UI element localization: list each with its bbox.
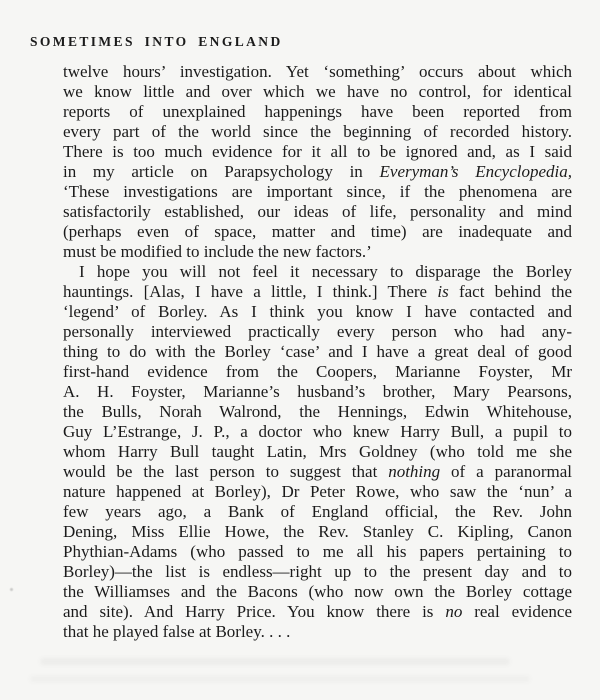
- text-line: that he played false at Borley. . . .: [63, 622, 291, 641]
- scan-artifact: [40, 658, 510, 665]
- text-line: ‘These investigations are important since, if the phenomena are: [63, 182, 572, 201]
- scan-speck: [10, 588, 13, 591]
- text-line: hauntings. [Alas, I have a little, I think.] There is fact behind the: [63, 282, 572, 301]
- text-line: I hope you will not feel it necessary to disparage the Borley: [79, 262, 572, 281]
- text-line: Guy L’Estrange, J. P., a doctor who knew Harry Bull, a pupil to: [63, 422, 572, 441]
- text-line: nature happened at Borley), Dr Peter Rowe, who saw the ‘nun’ a: [63, 482, 572, 501]
- text-line: twelve hours’ investigation. Yet ‘something’ occurs about which: [63, 62, 572, 81]
- text-line: would be the last person to suggest that nothing of a paranormal: [63, 462, 572, 481]
- text-line: few years ago, a Bank of England official, the Rev. John: [63, 502, 572, 521]
- text-line: we know little and over which we have no control, for identical: [63, 82, 572, 101]
- text-line: Phythian-Adams (who passed to me all his papers pertaining to: [63, 542, 572, 561]
- running-header: SOMETIMES INTO ENGLAND: [30, 34, 283, 49]
- text-line: A. H. Foyster, Marianne’s husband’s brother, Mary Pearsons,: [63, 382, 572, 401]
- text-line: the Bulls, Norah Walrond, the Hennings, Edwin Whitehouse,: [63, 402, 572, 421]
- text-line: and site). And Harry Price. You know there is no real evidence: [63, 602, 572, 621]
- text-line: whom Harry Bull taught Latin, Mrs Goldney (who told me she: [63, 442, 572, 461]
- text-line: personally interviewed practically every person who had any-: [63, 322, 572, 341]
- text-line: must be modified to include the new factors.’: [63, 242, 372, 261]
- body-text-block: [63, 62, 572, 642]
- text-line: the Williamses and the Bacons (who now own the Borley cottage: [63, 582, 572, 601]
- text-line: ‘legend’ of Borley. As I think you know I have contacted and: [63, 302, 572, 321]
- text-line: reports of unexplained happenings have been reported from: [63, 102, 572, 121]
- text-line: There is too much evidence for it all to be ignored and, as I said: [63, 142, 572, 161]
- scan-artifact: [30, 676, 530, 682]
- text-line: (perhaps even of space, matter and time) are inadequate and: [63, 222, 572, 241]
- text-line: in my article on Parapsychology in Everyman’s Encyclopedia,: [63, 162, 572, 181]
- text-line: Borley)—the list is endless—right up to the present day and to: [63, 562, 572, 581]
- text-line: Dening, Miss Ellie Howe, the Rev. Stanley C. Kipling, Canon: [63, 522, 572, 541]
- text-line: every part of the world since the beginning of recorded history.: [63, 122, 572, 141]
- text-line: first-hand evidence from the Coopers, Marianne Foyster, Mr: [63, 362, 572, 381]
- text-line: thing to do with the Borley ‘case’ and I have a great deal of good: [63, 342, 572, 361]
- text-line: satisfactorily established, our ideas of life, personality and mind: [63, 202, 572, 221]
